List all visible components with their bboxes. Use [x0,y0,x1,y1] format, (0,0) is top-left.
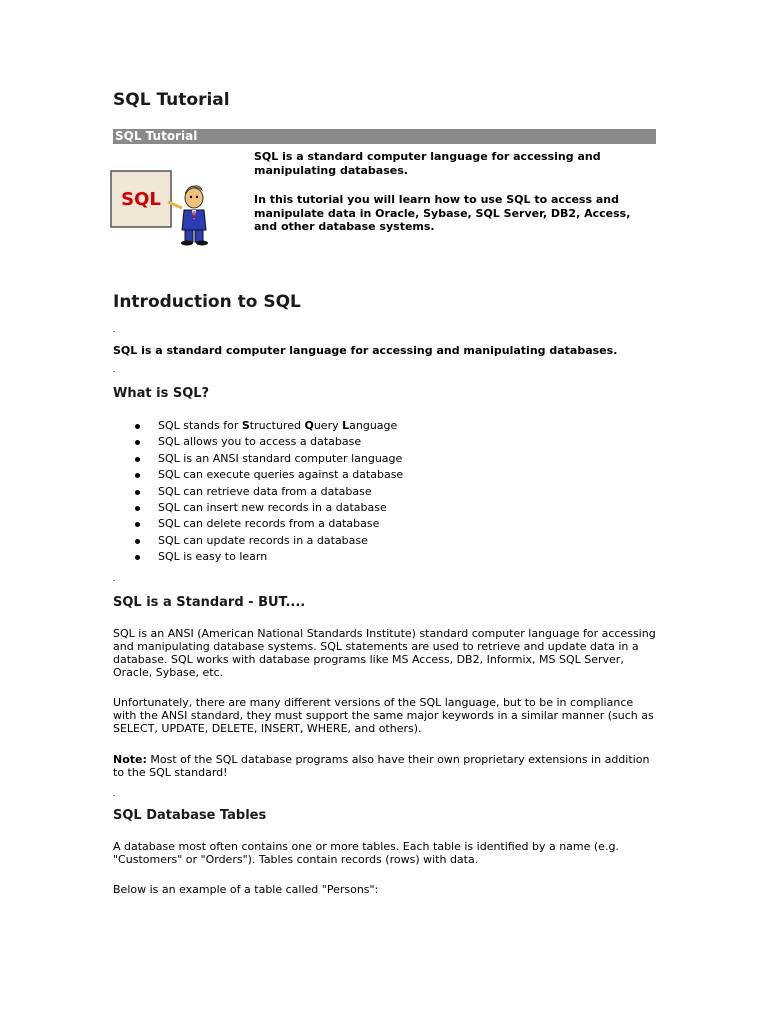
features-list [135,418,403,566]
separator-dot [113,331,115,332]
separator-dot [113,580,115,581]
bullet-icon [135,506,140,511]
banner-label: SQL Tutorial [115,129,198,143]
logo-text: SQL [121,189,161,210]
intro-paragraph: In this tutorial you will learn how to use SQL to access and manipulate data in Oracle, Sybase, SQL Server, DB2, Access, and other database systems. [254,193,631,233]
bullet-icon [135,539,140,544]
subsection-heading: SQL is a Standard - BUT.... [113,595,306,610]
list-item: SQL can update records in a database [135,533,403,549]
bullet-icon [135,457,140,462]
bullet-icon [135,473,140,478]
list-item: SQL is an ANSI standard computer language [135,451,403,467]
list-item: SQL can execute queries against a database [135,467,403,483]
list-item: SQL stands for Structured Query Language [135,418,403,434]
lead-text: SQL is a standard computer language for accessing and manipulating databases. [113,344,618,357]
bullet-icon [135,555,140,560]
bullet-icon [135,490,140,495]
list-item: SQL allows you to access a database [135,434,403,450]
section-banner [113,129,656,144]
intro-paragraph: SQL is a standard computer language for accessing and manipulating databases. [254,150,601,177]
section-heading: Introduction to SQL [113,292,301,312]
subsection-heading: SQL Database Tables [113,808,267,823]
bullet-icon [135,424,140,429]
separator-dot [113,795,115,796]
list-item: SQL can delete records from a database [135,516,403,532]
body-paragraph: Unfortunately, there are many different versions of the SQL language, but to be in compliance with the ANSI standard, they must support the same major keywords in a similar manner (such as SELECT, UPDATE, DELETE, INSERT, WHERE, and others). [113,696,654,735]
list-item: SQL can retrieve data from a database [135,484,403,500]
bullet-icon [135,440,140,445]
body-paragraph: Below is an example of a table called "Persons": [113,883,379,896]
list-item: SQL can insert new records in a database [135,500,403,516]
body-paragraph: A database most often contains one or more tables. Each table is identified by a name (e.g. "Customers" or "Orders"). Tables contain records (rows) with data. [113,840,619,866]
body-paragraph: SQL is an ANSI (American National Standards Institute) standard computer language for accessing and manipulating database systems. SQL statements are used to retrieve and update data in a database. SQL works with database programs like MS Access, DB2, Informix, MS SQL Server, Oracle, Sybase, etc. [113,627,656,679]
note-label: Note: [113,753,147,766]
sql-mascot-logo [110,168,220,246]
bullet-icon [135,522,140,527]
note-paragraph [113,753,658,779]
page-title: SQL Tutorial [113,90,230,110]
separator-dot [113,371,115,372]
subsection-heading: What is SQL? [113,386,210,401]
list-item: SQL is easy to learn [135,549,403,565]
note-text: Most of the SQL database programs also have their own proprietary extensions in addition to the SQL standard! [113,753,650,779]
